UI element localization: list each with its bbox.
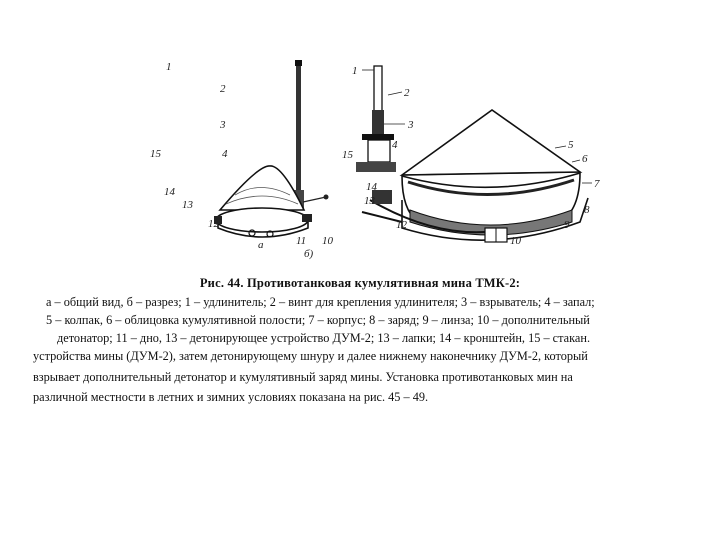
label: 7	[594, 178, 600, 190]
label: 4	[222, 148, 228, 160]
fuze	[372, 110, 384, 136]
mine-illustration	[140, 50, 620, 265]
label: 8	[584, 204, 590, 216]
label: 1	[352, 65, 358, 77]
bracket	[356, 162, 396, 172]
body-text-line: различной местности в летних и зимних условиях показана на рис. 45 – 49.	[33, 390, 429, 404]
fuze-flange	[362, 134, 394, 140]
label: 15	[150, 148, 161, 160]
label: 15	[342, 149, 353, 161]
figure-caption-title: Рис. 44. Противотанковая кумулятивная мина ТМК-2:	[199, 276, 521, 290]
section-view	[342, 65, 600, 247]
label: 9	[564, 219, 570, 231]
label: 12	[396, 219, 407, 231]
label: 11	[296, 235, 307, 247]
leg	[302, 214, 312, 222]
mine-drawing	[140, 50, 620, 265]
bracket-line	[303, 197, 326, 202]
figure-caption-line: детонатор; 11 – дно, 13 – детонирующее устройство ДУМ-2; 13 – лапки; 14 – кронштейн, 15 – стакан.	[57, 331, 591, 345]
leader-line	[388, 92, 402, 95]
label: 12	[208, 218, 219, 230]
label: 1	[166, 61, 172, 73]
label: 14	[164, 186, 175, 198]
extender-rod	[296, 62, 301, 202]
label: 13	[364, 195, 375, 207]
label: 10	[322, 235, 333, 247]
figure-caption-line: а – общий вид, б – разрез; 1 – удлинитель; 2 – винт для крепления удлинителя; 3 – взрыватель; 4 – запал;	[46, 295, 595, 309]
label: 13	[182, 199, 193, 211]
label: 2	[404, 87, 410, 99]
extender-cap	[295, 60, 302, 66]
general-view	[150, 60, 334, 260]
label: 4	[392, 139, 398, 151]
leader-line	[555, 146, 566, 148]
body-text-line: устройства мины (ДУМ-2), затем детонирующему шнуру и далее нижнему наконечнику ДУМ-2, который	[33, 349, 588, 363]
body-text-line: взрывает дополнительный детонатор и кумулятивный заряд мины. Установка противотанковых мин на	[33, 370, 573, 384]
label: 10	[510, 235, 521, 247]
label: 5	[568, 139, 574, 151]
label: 2	[220, 83, 226, 95]
cap-cone	[220, 166, 304, 210]
leader-line	[572, 160, 580, 162]
mine-body	[216, 208, 308, 232]
label: 14	[366, 181, 377, 193]
label: 6	[582, 153, 588, 165]
igniter-cup	[368, 140, 390, 162]
figure-caption-line: 5 – колпак, 6 – облицовка кумулятивной полости; 7 – корпус; 8 – заряд; 9 – линза; 10 – дополнительный	[46, 313, 590, 327]
cap-cone	[402, 110, 580, 175]
label: 3	[408, 119, 414, 131]
label: a	[258, 239, 264, 251]
label: б)	[304, 248, 314, 260]
label: 3	[220, 119, 226, 131]
